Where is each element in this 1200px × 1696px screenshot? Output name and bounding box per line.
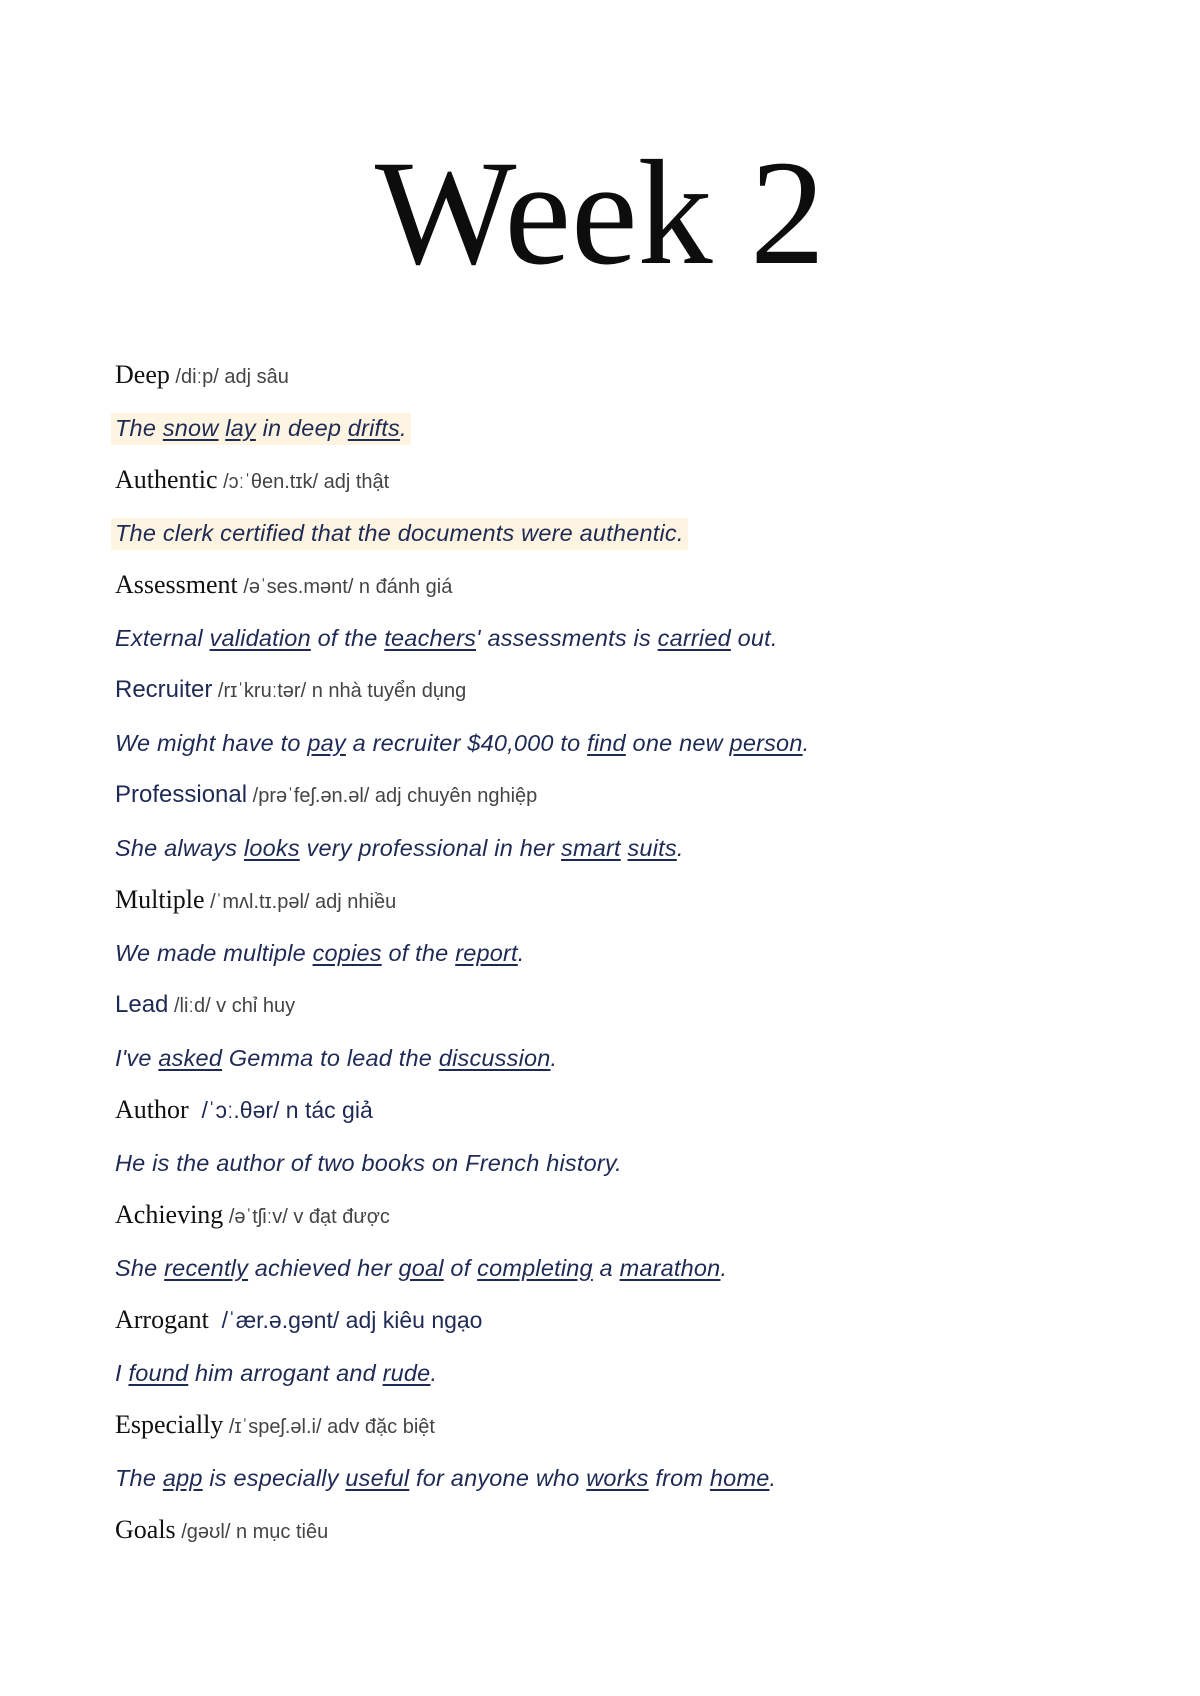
- underlined-word: report: [455, 939, 518, 966]
- vocab-entry: [115, 1195, 1155, 1248]
- underlined-word: app: [162, 1464, 203, 1491]
- pronunciation-definition: /ˈɔː.θər/ n tác giả: [188, 1097, 373, 1123]
- underlined-word: drifts: [347, 414, 400, 441]
- pronunciation-definition: /diːp/ adj sâu: [169, 366, 289, 388]
- example-sentence: [115, 730, 809, 756]
- example-text: She: [115, 1254, 165, 1281]
- example-text: out.: [730, 624, 778, 651]
- example-text: ' assessments is: [476, 624, 658, 651]
- example-line: [115, 1143, 1155, 1196]
- example-text: of the: [310, 624, 385, 651]
- vocab-word: Multiple: [115, 885, 205, 914]
- underlined-word: teachers: [384, 624, 477, 651]
- pronunciation-definition: /ˈær.ə.ɡənt/ adj kiêu ngạo: [208, 1307, 483, 1333]
- example-line: [115, 723, 1155, 776]
- example-line: [115, 828, 1155, 881]
- pronunciation-definition: /prəˈfeʃ.ən.əl/ adj chuyên nghiệp: [247, 785, 538, 807]
- example-text: a recruiter $40,000 to: [345, 729, 588, 756]
- example-text: very professional in her: [299, 834, 561, 861]
- vocab-entry: [115, 1300, 1155, 1353]
- underlined-word: smart: [561, 834, 621, 861]
- underlined-word: useful: [345, 1464, 410, 1491]
- vocab-word: Authentic: [115, 465, 218, 494]
- underlined-word: goal: [398, 1254, 444, 1281]
- example-text: .: [517, 939, 525, 966]
- example-text: The: [115, 1464, 163, 1491]
- underlined-word: completing: [477, 1254, 593, 1281]
- underlined-word: rude: [382, 1359, 431, 1386]
- underlined-word: asked: [158, 1044, 223, 1071]
- example-line: [115, 1038, 1155, 1091]
- example-text: one new: [625, 729, 730, 756]
- example-text: We might have to: [115, 729, 308, 756]
- vocab-word: Arrogant: [115, 1305, 209, 1334]
- example-line: [115, 1248, 1155, 1301]
- vocab-word: Achieving: [115, 1200, 224, 1229]
- vocab-entry: [115, 1510, 1155, 1563]
- pronunciation-definition: /ˈmʌl.tɪ.pəl/ adj nhiều: [204, 891, 397, 913]
- vocab-entry: [115, 460, 1155, 513]
- underlined-word: copies: [312, 939, 382, 966]
- vocab-entry: [115, 775, 1155, 828]
- example-text: .: [802, 729, 810, 756]
- example-text: .: [399, 414, 407, 441]
- example-sentence: [115, 1045, 557, 1071]
- example-text: External: [115, 624, 210, 651]
- pronunciation-definition: /ɪˈspeʃ.əl.i/ adv đặc biệt: [223, 1416, 435, 1438]
- example-sentence: [115, 1150, 622, 1176]
- underlined-word: lay: [225, 414, 256, 441]
- vocab-entry: [115, 670, 1155, 723]
- vocab-word: Professional: [115, 781, 248, 808]
- vocab-entry: [115, 985, 1155, 1038]
- example-sentence: [115, 1255, 727, 1281]
- example-line: [115, 1458, 1155, 1511]
- example-text: He is the author of two books on French history.: [115, 1149, 622, 1176]
- example-line: [115, 933, 1155, 986]
- example-text: is especially: [202, 1464, 346, 1491]
- example-text: The clerk certified that the documents were authentic.: [115, 519, 684, 546]
- example-sentence: [115, 625, 778, 651]
- underlined-word: suits: [627, 834, 677, 861]
- vocab-entry: [115, 880, 1155, 933]
- pronunciation-definition: /ɔːˈθen.tɪk/ adj thật: [217, 471, 390, 493]
- example-sentence: [111, 413, 411, 445]
- example-text: .: [430, 1359, 438, 1386]
- pronunciation-definition: /rɪˈkruːtər/ n nhà tuyển dụng: [212, 680, 467, 702]
- example-text: in deep: [255, 414, 348, 441]
- underlined-word: person: [729, 729, 803, 756]
- example-text: of the: [381, 939, 456, 966]
- example-text: .: [769, 1464, 777, 1491]
- vocabulary-list: [115, 355, 1155, 1563]
- pronunciation-definition: /əˈses.mənt/ n đánh giá: [237, 576, 453, 598]
- example-text: .: [676, 834, 684, 861]
- underlined-word: found: [128, 1359, 189, 1386]
- example-text: from: [648, 1464, 710, 1491]
- underlined-word: home: [709, 1464, 770, 1491]
- vocab-word: Goals: [115, 1515, 176, 1544]
- example-text: I've: [115, 1044, 159, 1071]
- vocab-word: Author: [115, 1095, 189, 1124]
- underlined-word: carried: [657, 624, 731, 651]
- example-text: I: [115, 1359, 129, 1386]
- example-sentence: [115, 940, 525, 966]
- underlined-word: find: [587, 729, 626, 756]
- vocab-word: Lead: [115, 991, 169, 1018]
- example-line: [115, 618, 1155, 671]
- example-text: for anyone who: [409, 1464, 587, 1491]
- vocab-word: Assessment: [115, 570, 238, 599]
- example-text: him arrogant and: [188, 1359, 383, 1386]
- example-text: achieved her: [248, 1254, 399, 1281]
- example-text: of: [443, 1254, 478, 1281]
- example-sentence: [115, 1465, 776, 1491]
- example-text: The: [115, 414, 163, 441]
- example-text: a: [592, 1254, 620, 1281]
- vocab-word: Deep: [115, 360, 170, 389]
- example-text: She always: [115, 834, 244, 861]
- pronunciation-definition: /ɡəʊl/ n mục tiêu: [175, 1521, 329, 1543]
- page-title: Week 2: [374, 130, 826, 296]
- vocab-word: Recruiter: [115, 676, 213, 703]
- vocab-entry: [115, 1090, 1155, 1143]
- underlined-word: discussion: [438, 1044, 551, 1071]
- vocab-entry: [115, 1405, 1155, 1458]
- underlined-word: validation: [209, 624, 311, 651]
- example-text: Gemma to lead the: [222, 1044, 439, 1071]
- underlined-word: pay: [307, 729, 346, 756]
- example-text: .: [550, 1044, 558, 1071]
- underlined-word: looks: [243, 834, 300, 861]
- example-sentence: [115, 835, 684, 861]
- underlined-word: marathon: [619, 1254, 721, 1281]
- underlined-word: recently: [164, 1254, 249, 1281]
- example-line: [115, 408, 1155, 461]
- vocab-entry: [115, 355, 1155, 408]
- vocab-word: Especially: [115, 1410, 224, 1439]
- vocab-entry: [115, 565, 1155, 618]
- example-line: [115, 1353, 1155, 1406]
- underlined-word: snow: [162, 414, 219, 441]
- underlined-word: works: [586, 1464, 649, 1491]
- example-text: We made multiple: [115, 939, 313, 966]
- example-text: .: [720, 1254, 728, 1281]
- pronunciation-definition: /əˈtʃiːv/ v đạt được: [223, 1206, 390, 1228]
- example-line: [115, 513, 1155, 566]
- pronunciation-definition: /liːd/ v chỉ huy: [168, 995, 296, 1017]
- example-sentence: [115, 1360, 437, 1386]
- example-sentence: [111, 518, 688, 550]
